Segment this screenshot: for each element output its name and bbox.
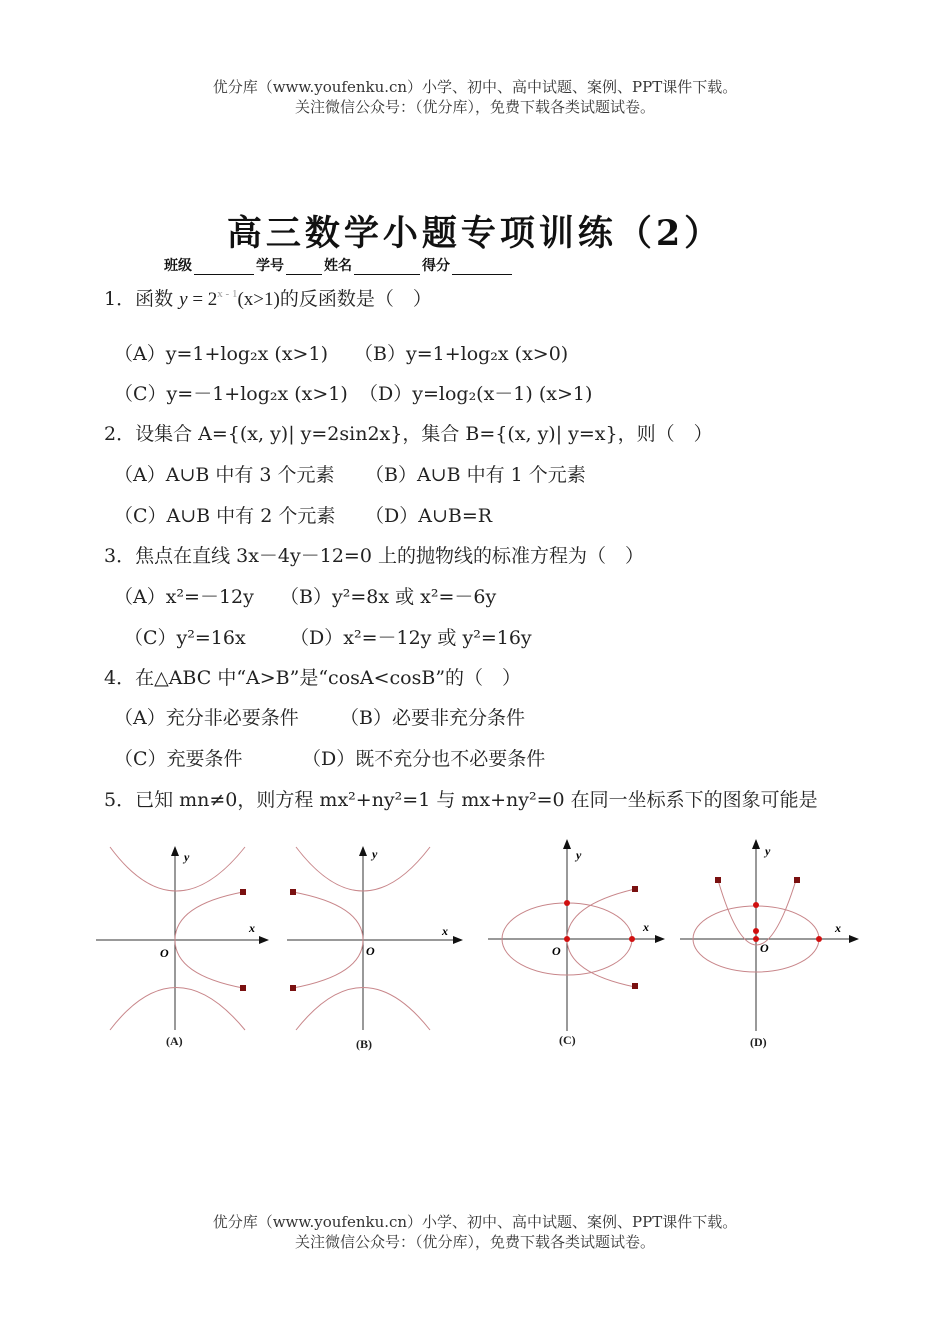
class-blank (194, 261, 254, 275)
graph-c-caption: (C) (559, 1033, 576, 1047)
graph-c-x-label: x (643, 920, 649, 934)
q2-stem: 2．设集合 A={(x, y)| y=2sin2x}，集合 B={(x, y)| y=x}，则（ ） (104, 423, 713, 445)
graph-d (680, 840, 858, 1031)
class-label: 班级 (164, 258, 192, 274)
graph-c (488, 840, 664, 1031)
q3-option-b: （B）y²=8x 或 x²=－6y (280, 586, 497, 608)
graph-b-x-label: x (442, 924, 448, 938)
graph-b-caption: (B) (356, 1037, 372, 1051)
q1-stem (104, 286, 432, 313)
graph-d-point (816, 936, 822, 942)
graph-d-point (753, 902, 759, 908)
q1-option-c: （C）y=－1+log₂x (x>1) (114, 383, 348, 405)
graph-a-x-label: x (249, 921, 255, 935)
q4-stem: 4．在△ABC 中“A>B”是“cosA<cosB”的（ ） (104, 667, 522, 689)
q2-option-a: （A）A∪B 中有 3 个元素 (114, 464, 335, 486)
graph-a-origin: O (160, 946, 169, 960)
graph-d-caption: (D) (750, 1035, 767, 1049)
q1-stem-suffix: 的反函数是（ ） (279, 288, 432, 310)
name-blank (354, 261, 420, 275)
graph-d-marker (794, 877, 800, 883)
score-label: 得分 (422, 258, 450, 274)
graph-d-marker (715, 877, 721, 883)
footer-line-1: 优分库（www.youfenku.cn）小学、初中、高中试题、案例、PPT课件下载。 (212, 1213, 738, 1231)
graph-c-origin: O (552, 944, 561, 958)
graph-a-caption: (A) (166, 1034, 183, 1048)
q1-stem-prefix: 1．函数 (104, 288, 180, 310)
q4-option-d: （D）既不充分也不必要条件 (302, 748, 546, 770)
page-title: 高三数学小题专项训练（2） (226, 213, 724, 254)
q1-condition: (x>1) (237, 289, 280, 310)
graph-a-marker (240, 985, 246, 991)
q1-exponent: x - 1 (217, 288, 238, 300)
graph-c-point (564, 936, 570, 942)
graph-a-hyperbola-upper (110, 847, 245, 891)
graph-a-hyperbola-lower (110, 988, 245, 1031)
q4-option-c: （C）充要条件 (114, 748, 243, 770)
q3-option-a: （A）x²=－12y (114, 586, 254, 608)
graph-d-point (753, 936, 759, 942)
score-blank (452, 261, 512, 275)
graph-d-origin: O (760, 941, 769, 955)
q2-option-c: （C）A∪B 中有 2 个元素 (114, 505, 336, 527)
graph-d-parabola (718, 880, 796, 945)
graph-d-x-label: x (835, 921, 841, 935)
q1-option-d: （D）y=log₂(x－1) (x>1) (359, 383, 593, 405)
number-blank (286, 261, 322, 275)
graph-b-marker (290, 985, 296, 991)
graph-a (96, 847, 268, 1030)
q2-option-b: （B）A∪B 中有 1 个元素 (365, 464, 586, 486)
number-label: 学号 (256, 258, 284, 274)
graph-c-point (629, 936, 635, 942)
q3-option-d: （D）x²=－12y 或 y²=16y (290, 627, 532, 649)
q1-eq: = 2 (187, 289, 218, 310)
graph-b-origin: O (366, 944, 375, 958)
q3-option-c: （C）y²=16x (124, 627, 246, 649)
graph-d-y-label: y (765, 844, 771, 858)
graph-b-marker (290, 889, 296, 895)
student-info (164, 255, 514, 275)
graph-d-point (753, 928, 759, 934)
q2-option-d: （D）A∪B=R (365, 505, 493, 527)
graph-c-marker (632, 886, 638, 892)
graph-c-marker (632, 983, 638, 989)
graph-a-marker (240, 889, 246, 895)
name-label: 姓名 (324, 258, 352, 274)
q5-graphs (0, 835, 950, 1095)
header-line-1: 优分库（www.youfenku.cn）小学、初中、高中试题、案例、PPT课件下载。 (212, 78, 738, 96)
header-line-2: 关注微信公众号：（优分库），免费下载各类试题试卷。 (294, 98, 655, 116)
graph-b (287, 847, 462, 1030)
graph-c-point (564, 900, 570, 906)
q1-option-a: （A）y=1+log₂x (x>1) (114, 343, 328, 365)
q4-option-a: （A）充分非必要条件 (114, 707, 299, 729)
graph-a-y-label: y (184, 850, 190, 864)
q1-option-b: （B）y=1+log₂x (x>0) (354, 343, 569, 365)
q5-stem: 5．已知 mn≠0，则方程 mx²+ny²=1 与 mx+ny²=0 在同一坐标系下的图象可能是 (104, 789, 818, 811)
graph-c-y-label: y (576, 848, 582, 862)
footer-line-2: 关注微信公众号：（优分库），免费下载各类试题试卷。 (294, 1233, 655, 1251)
graph-b-y-label: y (372, 847, 378, 861)
q3-stem: 3．焦点在直线 3x－4y－12=0 上的抛物线的标准方程为（ ） (104, 545, 644, 567)
q1-y: y (179, 289, 188, 310)
q4-option-b: （B）必要非充分条件 (340, 707, 525, 729)
